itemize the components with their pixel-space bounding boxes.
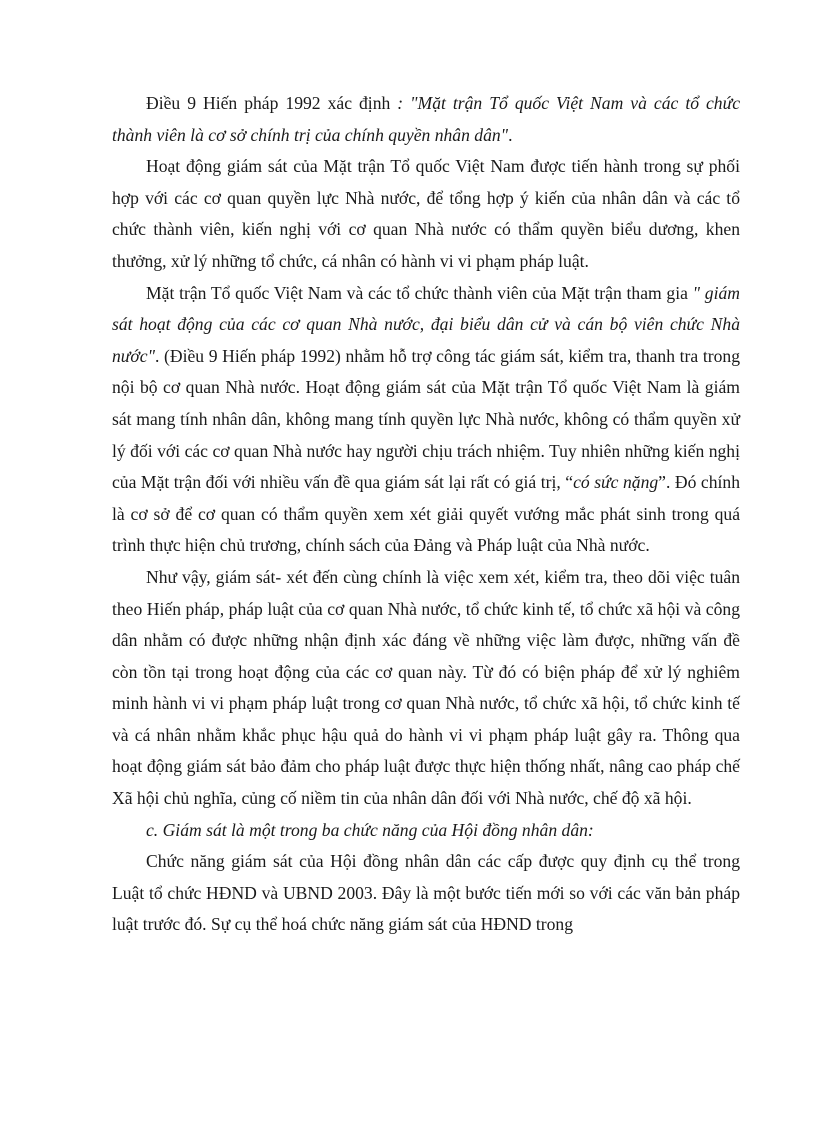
members-conclusion: ”. Đó chính là cơ sở để cơ quan có thẩm quyền xem xét giải quyết vướng mắc phát sinh trong quá trình thực hiện chủ trương, chính sách của Đảng và Pháp luật của Nhà nước. [112,472,740,556]
paragraph-front-members [112,278,740,562]
section-heading-c: c. Giám sát là một trong ba chức năng của Hội đồng nhân dân: [146,819,594,840]
members-intro: Mặt trận Tổ quốc Việt Nam và các tổ chức thành viên của Mặt trận tham gia [146,282,693,303]
members-body: . (Điều 9 Hiến pháp 1992) nhằm hỗ trợ công tác giám sát, kiểm tra, thanh tra trong nội bộ cơ quan Nhà nước. Hoạt động giám sát của Mặt trận Tổ quốc Việt Nam là giám sát mang tính nhân dân, không mang tính quyền lực Nhà nước, không có thẩm quyền xử lý đối với các cơ quan Nhà nước hay người chịu trách nhiệm. Tuy nhiên những kiến nghị của Mặt trận đối với nhiều vấn đề qua giám sát lại rất có giá trị, “ [112,345,740,493]
weight-quote: có sức nặng [573,472,659,493]
article-reference: Điều 9 Hiến pháp 1992 xác định [146,93,391,113]
supervision-quote: " giám sát hoạt động của các cơ quan Nhà nước, đại biểu dân cử và cán bộ viên chức Nhà nước" [112,282,740,366]
paragraph-council-supervision: Chức năng giám sát của Hội đồng nhân dân các cấp được quy định cụ thể trong Luật tổ chức HĐND và UBND 2003. Đây là một bước tiến mới so với các văn bản pháp luật trước đó. Sự cụ thể hoá chức năng giám sát của HĐND trong [112,851,740,935]
sentence-end: . [508,124,513,145]
paragraph-front-supervision: Hoạt động giám sát của Mặt trận Tổ quốc Việt Nam được tiến hành trong sự phối hợp với các cơ quan quyền lực Nhà nước, để tổng hợp ý kiến của nhân dân và các tổ chức thành viên, kiến nghị với cơ quan Nhà nước có thẩm quyền biểu dương, khen thưởng, xử lý những tổ chức, cá nhân có hành vi vi phạm pháp luật. [112,156,740,271]
document-page [112,88,740,941]
paragraph-constitution-article-9 [112,88,740,151]
constitution-quote: "Mặt trận Tổ quốc Việt Nam và các tổ chức thành viên là cơ sở chính trị của chính quyền nhân dân" [112,93,741,145]
paragraph-supervision-definition: Như vậy, giám sát- xét đến cùng chính là việc xem xét, kiểm tra, theo dõi việc tuân theo Hiến pháp, pháp luật của cơ quan Nhà nước, tổ chức kinh tế, tổ chức xã hội và công dân nhằm có được những nhận định xác đáng về những việc làm được, những vấn đề còn tồn tại trong hoạt động của các cơ quan này. Từ đó có biện pháp để xử lý nghiêm minh hành vi vi phạm pháp luật trong cơ quan Nhà nước, tổ chức xã hội, tổ chức kinh tế và cá nhân nhằm khắc phục hậu quả do hành vi vi phạm pháp luật gây ra. Thông qua hoạt động giám sát bảo đảm cho pháp luật được thực hiện thống nhất, nâng cao pháp chế Xã hội chủ nghĩa, củng cố niềm tin của nhân dân đối với Nhà nước, chế độ xã hội. [112,566,740,809]
separator: : [390,93,411,113]
